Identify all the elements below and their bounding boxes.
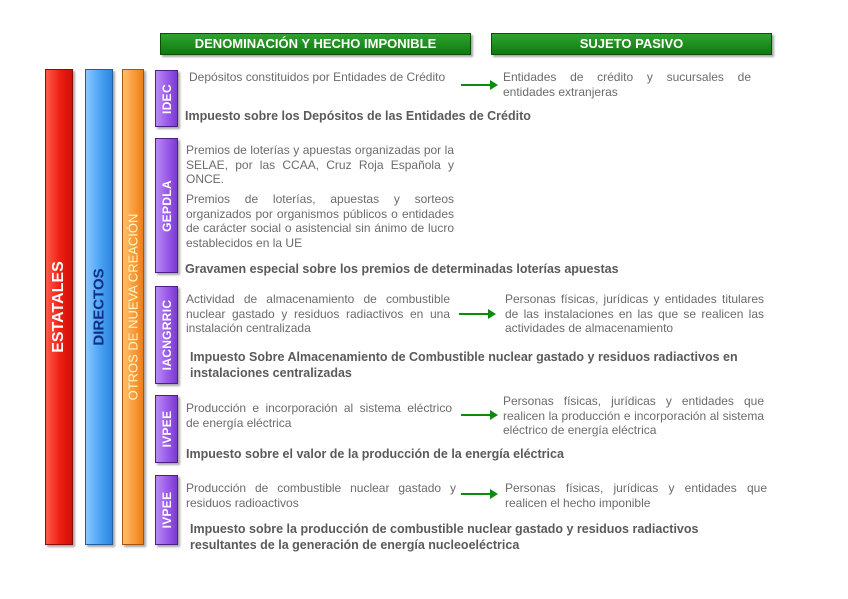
hecho-imponible-idec: Depósitos constituidos por Entidades de Crédito	[189, 70, 446, 84]
title-ivpee-2: Impuesto sobre la producción de combustible nuclear gastado y residuos radiactivos resultantes de la generación de energía nucleoeléctrica	[190, 522, 699, 552]
bar-estatales	[45, 69, 73, 545]
tag-idec	[155, 70, 178, 127]
hecho-imponible-iacngrric: Actividad de almacenamiento de combustible nuclear gastado y residuos radiactivos en una instalación centralizada	[186, 292, 450, 335]
tag-iacngrric	[155, 286, 178, 384]
arrow-idec	[461, 84, 491, 86]
tag-ivpee-1-label: IVPEE	[159, 410, 174, 448]
arrow-iacngrric	[459, 313, 489, 315]
tag-gepdla	[155, 138, 178, 273]
bar-estatales-label: ESTATALES	[50, 261, 67, 353]
hecho-imponible-ivpee-2: Producción de combustible nuclear gastado y residuos radioactivos	[186, 481, 456, 510]
tag-ivpee-1	[155, 395, 178, 463]
sujeto-pasivo-iacngrric: Personas físicas, jurídicas y entidades titulares de las instalaciones en las que se realicen las actividades de almacenamiento	[505, 292, 764, 335]
tag-gepdla-label: GEPDLA	[159, 179, 174, 232]
bar-directos	[85, 69, 113, 545]
arrow-ivpee-1	[461, 414, 491, 416]
title-gepdla: Gravamen especial sobre los premios de determinadas loterías apuestas	[185, 262, 619, 276]
tag-idec-label: IDEC	[159, 83, 174, 114]
bar-otros-label: OTROS DE NUEVA CREACIÓN	[125, 213, 141, 401]
hecho-imponible-ivpee-1: Producción e incorporación al sistema eléctrico de energía eléctrica	[186, 401, 452, 430]
bar-directos-label: DIRECTOS	[90, 268, 108, 346]
hecho-imponible-gepdla-1: Premios de loterías y apuestas organizadas por la SELAE, por las CCAA, Cruz Roja Española y ONCE.	[186, 143, 454, 186]
title-ivpee-1: Impuesto sobre el valor de la producción de la energía eléctrica	[186, 447, 564, 461]
header-denominacion: DENOMINACIÓN Y HECHO IMPONIBLE	[160, 33, 471, 55]
title-iacngrric: Impuesto Sobre Almacenamiento de Combustible nuclear gastado y residuos radiactivos en instalaciones centralizadas	[190, 350, 738, 380]
bar-otros	[122, 69, 144, 545]
sujeto-pasivo-ivpee-1: Personas físicas, jurídicas y entidades que realicen la producción e incorporación al sistema eléctrico de energía eléctrica	[503, 394, 764, 437]
tag-iacngrric-label: IACNGRRIC	[159, 299, 174, 371]
sujeto-pasivo-ivpee-2: Personas físicas, jurídicas y entidades que realicen el hecho imponible	[505, 481, 767, 510]
arrow-ivpee-2	[461, 493, 491, 495]
sujeto-pasivo-idec: Entidades de crédito y sucursales de entidades extranjeras	[503, 70, 751, 99]
hecho-imponible-gepdla-2: Premios de loterías, apuestas y sorteos organizados por organismos públicos o entidades de carácter social o asistencial sin ánimo de lucro establecidos en la UE	[186, 192, 454, 250]
tag-ivpee-2	[155, 475, 178, 545]
title-idec: Impuesto sobre los Depósitos de las Entidades de Crédito	[185, 109, 531, 123]
tag-ivpee-2-label: IVPEE	[159, 491, 174, 529]
header-sujeto-pasivo: SUJETO PASIVO	[491, 33, 772, 55]
